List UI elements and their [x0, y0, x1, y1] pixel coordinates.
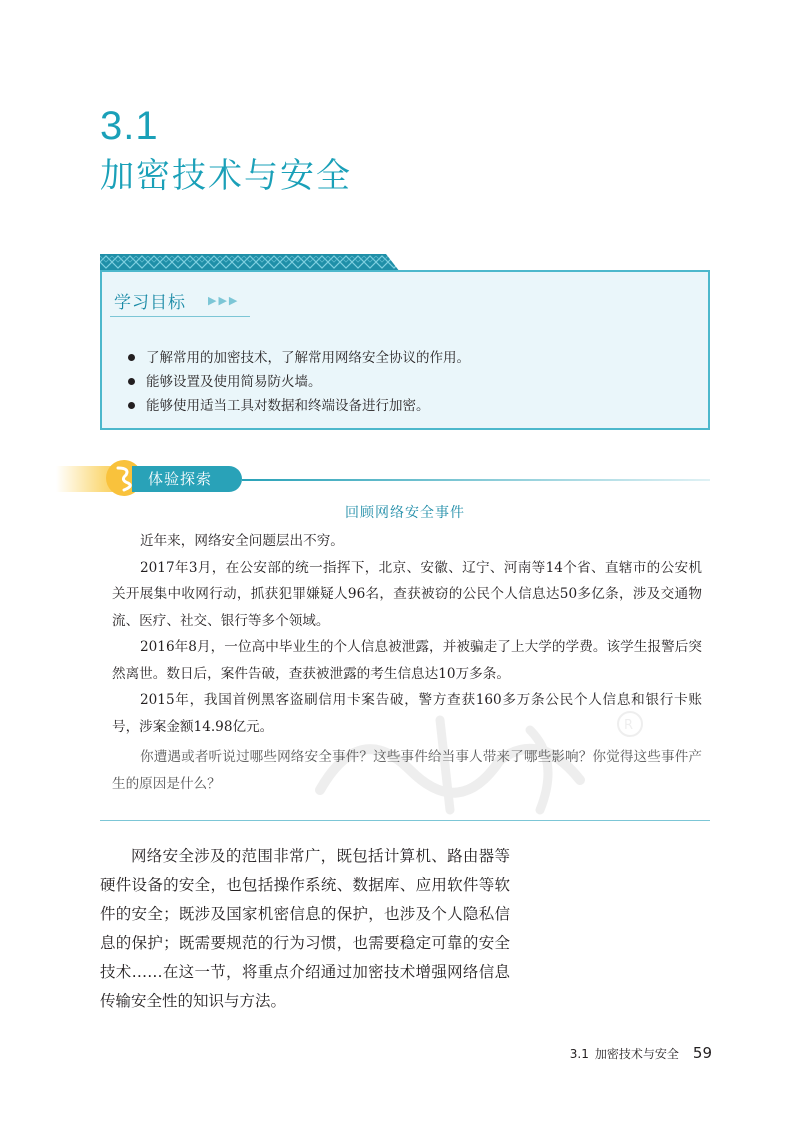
page-footer: [570, 1044, 712, 1062]
list-item: 了解常用的加密技术，了解常用网络安全协议的作用。: [128, 346, 470, 370]
story-paragraph: 近年来，网络安全问题层出不穷。: [140, 533, 344, 549]
arrow-icons: ▶▶▶: [208, 294, 240, 307]
section-title: 加密技术与安全: [100, 156, 352, 196]
footer-section-title: 加密技术与安全: [594, 1047, 679, 1061]
bullet-icon: [128, 354, 135, 361]
list-item: 能够设置及使用简易防火墙。: [128, 370, 470, 394]
body-text: [100, 842, 510, 1016]
bullet-icon: [128, 378, 135, 385]
section-divider: [100, 820, 710, 821]
section-number: 3.1: [100, 104, 159, 148]
explore-divider: [242, 479, 710, 481]
bullet-icon: [128, 402, 135, 409]
story-paragraph: 2016年8月，一位高中毕业生的个人信息被泄露，并被骗走了上大学的学费。该学生报警后突然离世。数日后，案件告破，查获被泄露的考生信息达10万多条。: [112, 639, 702, 682]
footer-section-number: 3.1: [569, 1047, 589, 1061]
story-title: 回顾网络安全事件: [345, 505, 465, 521]
learning-goals-title: 学习目标: [114, 293, 186, 313]
page-number: 59: [692, 1044, 712, 1062]
decorative-pattern-band: [100, 252, 400, 272]
story-text: [112, 528, 702, 797]
learning-goals-box: [100, 270, 710, 430]
goals-underline: [110, 316, 250, 317]
explore-label: 体验探索: [132, 466, 242, 492]
discussion-question: 你遭遇或者听说过哪些网络安全事件？这些事件给当事人带来了哪些影响？你觉得这些事件产生的原因是什么？: [112, 749, 702, 792]
body-paragraph: 网络安全涉及的范围非常广，既包括计算机、路由器等硬件设备的安全，也包括操作系统、数据库、应用软件等软件的安全；既涉及国家机密信息的保护，也涉及个人隐私信息的保护；既需要规范的行为习惯，也需要稳定可靠的安全技术……在这一节，将重点介绍通过加密技术增强网络信息传输安全性的知识与方法。: [100, 847, 510, 1010]
story-paragraph: 2017年3月，在公安部的统一指挥下，北京、安徽、辽宁、河南等14个省、直辖市的公安机关开展集中收网行动，抓获犯罪嫌疑人96名，查获被窃的公民个人信息达50多亿条，涉及交通物流、医疗、社交、银行等多个领域。: [112, 559, 702, 629]
story-paragraph: 2015年，我国首例黑客盗刷信用卡案告破，警方查获160多万条公民个人信息和银行卡账号，涉案金额14.98亿元。: [112, 692, 702, 735]
list-item: 能够使用适当工具对数据和终端设备进行加密。: [128, 394, 470, 418]
svg-text:R: R: [624, 718, 634, 733]
learning-goals-list: [128, 346, 470, 418]
